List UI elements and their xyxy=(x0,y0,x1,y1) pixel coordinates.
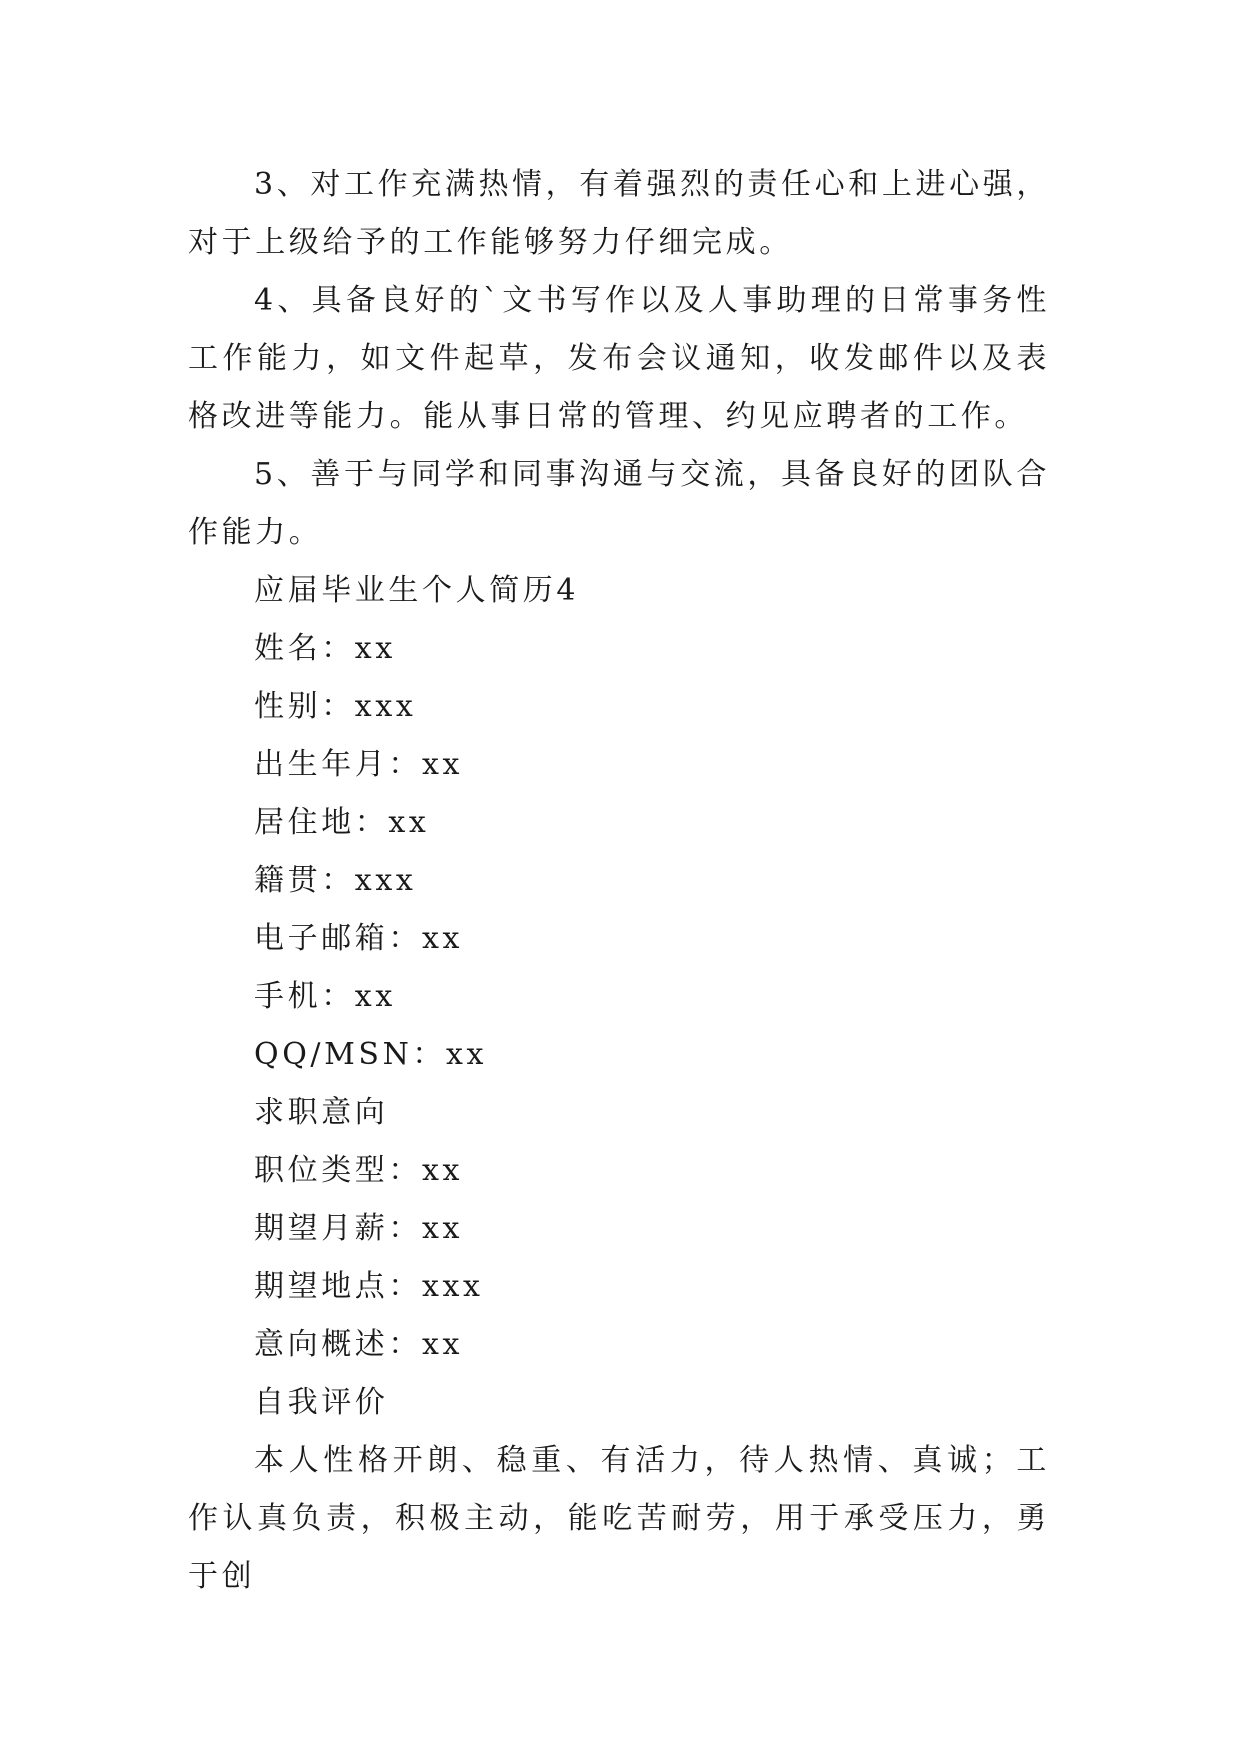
field-name: 姓名：xx xyxy=(254,631,396,666)
document-body xyxy=(188,156,1050,1606)
paragraph-item-5: 5、善于与同学和同事沟通与交流，具备良好的团队合作能力。 xyxy=(188,457,1050,550)
field-birth: 出生年月：xx xyxy=(254,747,464,782)
field-expected-salary: 期望月薪：xx xyxy=(254,1211,464,1246)
field-qq-msn: QQ/MSN：xx xyxy=(254,1037,488,1072)
paragraph-item-4: 4、具备良好的`文书写作以及人事助理的日常事务性工作能力，如文件起草，发布会议通知，收发邮件以及表格改进等能力。能从事日常的管理、约见应聘者的工作。 xyxy=(188,283,1050,434)
section-heading-self-evaluation: 自我评价 xyxy=(254,1385,389,1420)
self-evaluation-text: 本人性格开朗、稳重、有活力，待人热情、真诚；工作认真负责，积极主动，能吃苦耐劳，用于承受压力，勇于创 xyxy=(188,1443,1050,1594)
field-intent-summary: 意向概述：xx xyxy=(254,1327,464,1362)
field-job-type: 职位类型：xx xyxy=(254,1153,464,1188)
field-gender: 性别：xxx xyxy=(254,689,417,724)
section-heading-job-intent: 求职意向 xyxy=(254,1095,389,1130)
field-email: 电子邮箱：xx xyxy=(254,921,464,956)
paragraph-item-3: 3、对工作充满热情，有着强烈的责任心和上进心强，对于上级给予的工作能够努力仔细完成。 xyxy=(188,167,1050,260)
field-hometown: 籍贯：xxx xyxy=(254,863,417,898)
resume-title: 应届毕业生个人简历4 xyxy=(254,573,580,608)
field-residence: 居住地：xx xyxy=(254,805,430,840)
field-expected-location: 期望地点：xxx xyxy=(254,1269,484,1304)
field-phone: 手机：xx xyxy=(254,979,396,1014)
